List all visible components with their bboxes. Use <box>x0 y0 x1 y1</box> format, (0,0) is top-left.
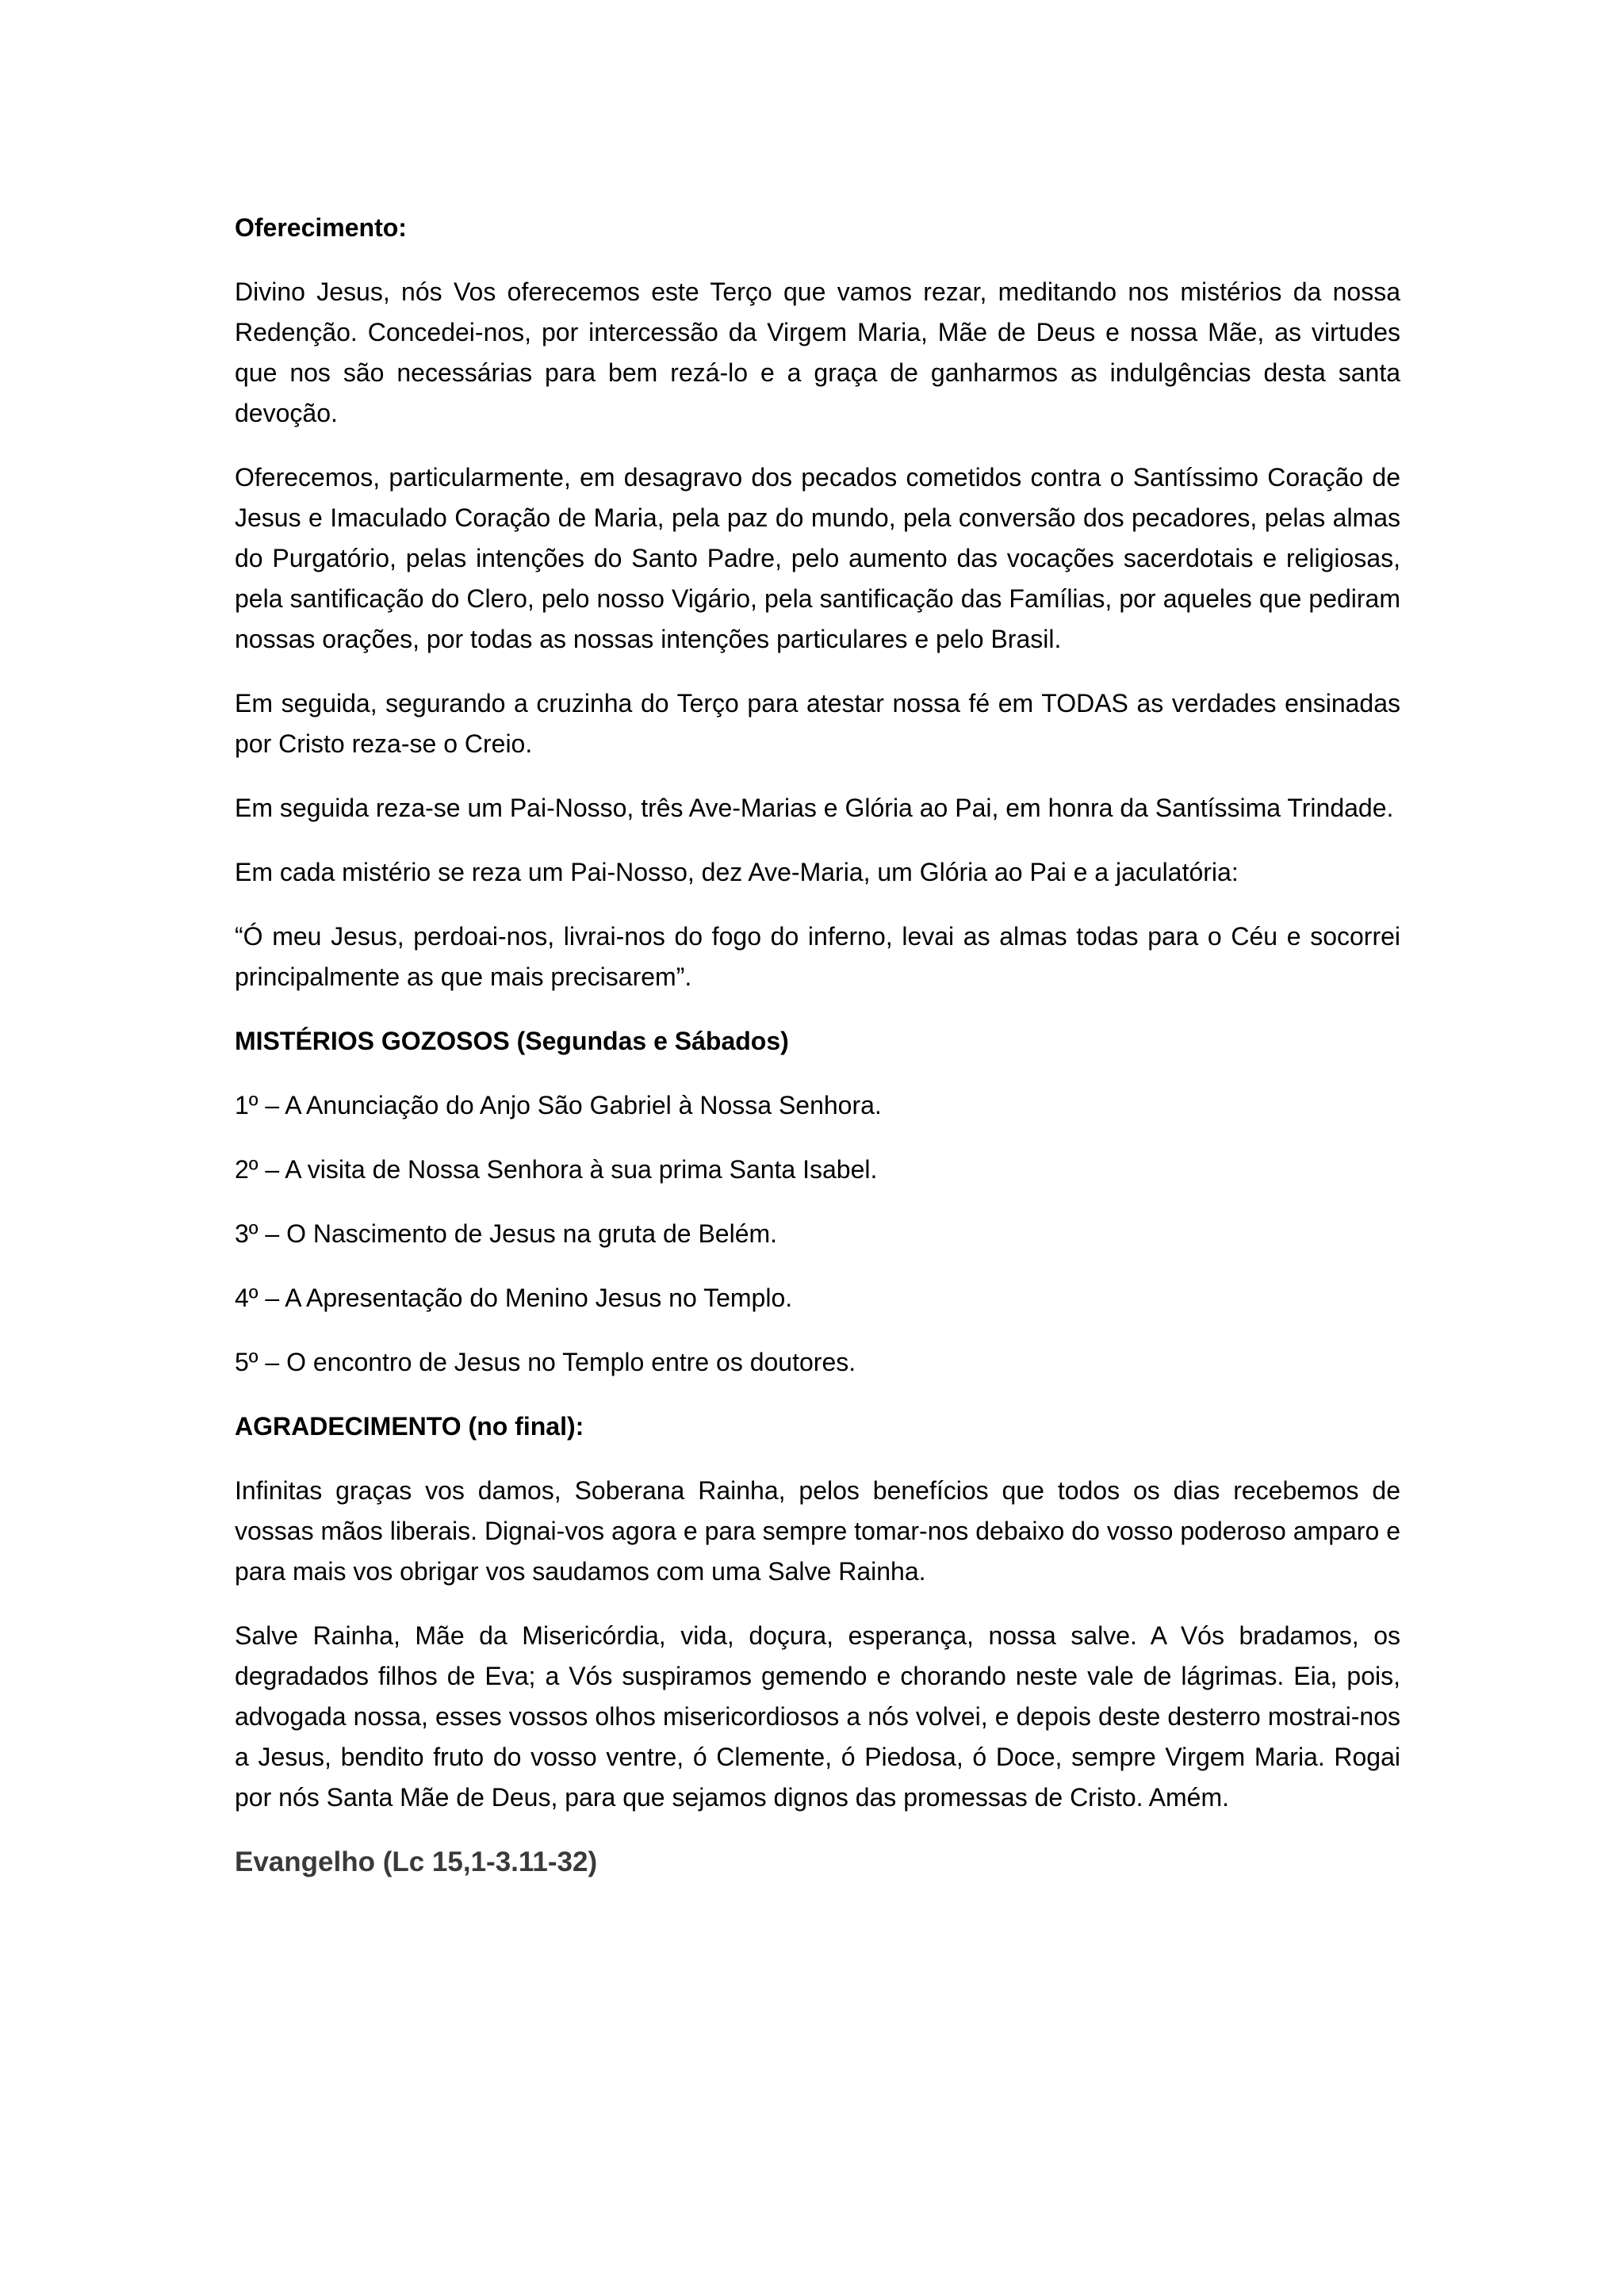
mystery-item-2: 2º – A visita de Nossa Senhora à sua prima Santa Isabel. <box>235 1155 878 1184</box>
mystery-item-4: 4º – A Apresentação do Menino Jesus no Templo. <box>235 1284 793 1312</box>
thanks-title: AGRADECIMENTO (no final): <box>235 1412 584 1441</box>
mystery-item-1: 1º – A Anunciação do Anjo São Gabriel à Nossa Senhora. <box>235 1091 882 1119</box>
creed-instruction: Em seguida, segurando a cruzinha do Terço para atestar nossa fé em TODAS as verdades ensinadas por Cristo reza-se o Creio. <box>235 689 1400 758</box>
mystery-item-5: 5º – O encontro de Jesus no Templo entre os doutores. <box>235 1348 856 1376</box>
offering-paragraph-1: Divino Jesus, nós Vos oferecemos este Terço que vamos rezar, meditando nos mistérios da nossa Redenção. Concedei-nos, por intercessão da Virgem Maria, Mãe de Deus e nossa Mãe, as virtudes que nos são necessárias para bem rezá-lo e a graça de ganharmos as indulgências desta santa devoção. <box>235 277 1400 427</box>
document-page <box>235 208 1400 1882</box>
trinity-instruction: Em seguida reza-se um Pai-Nosso, três Ave-Marias e Glória ao Pai, em honra da Santíssima Trindade. <box>235 794 1394 822</box>
thanks-paragraph: Infinitas graças vos damos, Soberana Rainha, pelos benefícios que todos os dias recebemos de vossas mãos liberais. Dignai-vos agora e para sempre tomar-nos debaixo do vosso poderoso amparo e para mais vos obrigar vos saudamos com uma Salve Rainha. <box>235 1476 1400 1586</box>
mystery-item-3: 3º – O Nascimento de Jesus na gruta de Belém. <box>235 1219 778 1248</box>
gospel-title: Evangelho (Lc 15,1-3.11-32) <box>235 1846 598 1877</box>
mysteries-title: MISTÉRIOS GOZOSOS (Segundas e Sábados) <box>235 1027 789 1055</box>
salve-rainha-prayer: Salve Rainha, Mãe da Misericórdia, vida, doçura, esperança, nossa salve. A Vós bradamos, os degradados filhos de Eva; a Vós suspiramos gemendo e chorando neste vale de lágrimas. Eia, pois, advogada nossa, esses vossos olhos misericordiosos a nós volvei, e depois deste desterro mostrai-nos a Jesus, bendito fruto do vosso ventre, ó Clemente, ó Piedosa, ó Doce, sempre Virgem Maria. Rogai por nós Santa Mãe de Deus, para que sejamos dignos das promessas de Cristo. Amém. <box>235 1621 1400 1812</box>
mystery-instruction: Em cada mistério se reza um Pai-Nosso, dez Ave-Maria, um Glória ao Pai e a jaculatória: <box>235 858 1239 886</box>
offering-title: Oferecimento: <box>235 213 407 242</box>
offering-paragraph-2: Oferecemos, particularmente, em desagravo dos pecados cometidos contra o Santíssimo Coração de Jesus e Imaculado Coração de Maria, pela paz do mundo, pela conversão dos pecadores, pelas almas do Purgatório, pelas intenções do Santo Padre, pelo aumento das vocações sacerdotais e religiosas, pela santificação do Clero, pelo nosso Vigário, pela santificação das Famílias, por aqueles que pediram nossas orações, por todas as nossas intenções particulares e pelo Brasil. <box>235 463 1400 653</box>
ejaculation-prayer: “Ó meu Jesus, perdoai-nos, livrai-nos do fogo do inferno, levai as almas todas para o Céu e socorrei principalmente as que mais precisarem”. <box>235 922 1400 991</box>
